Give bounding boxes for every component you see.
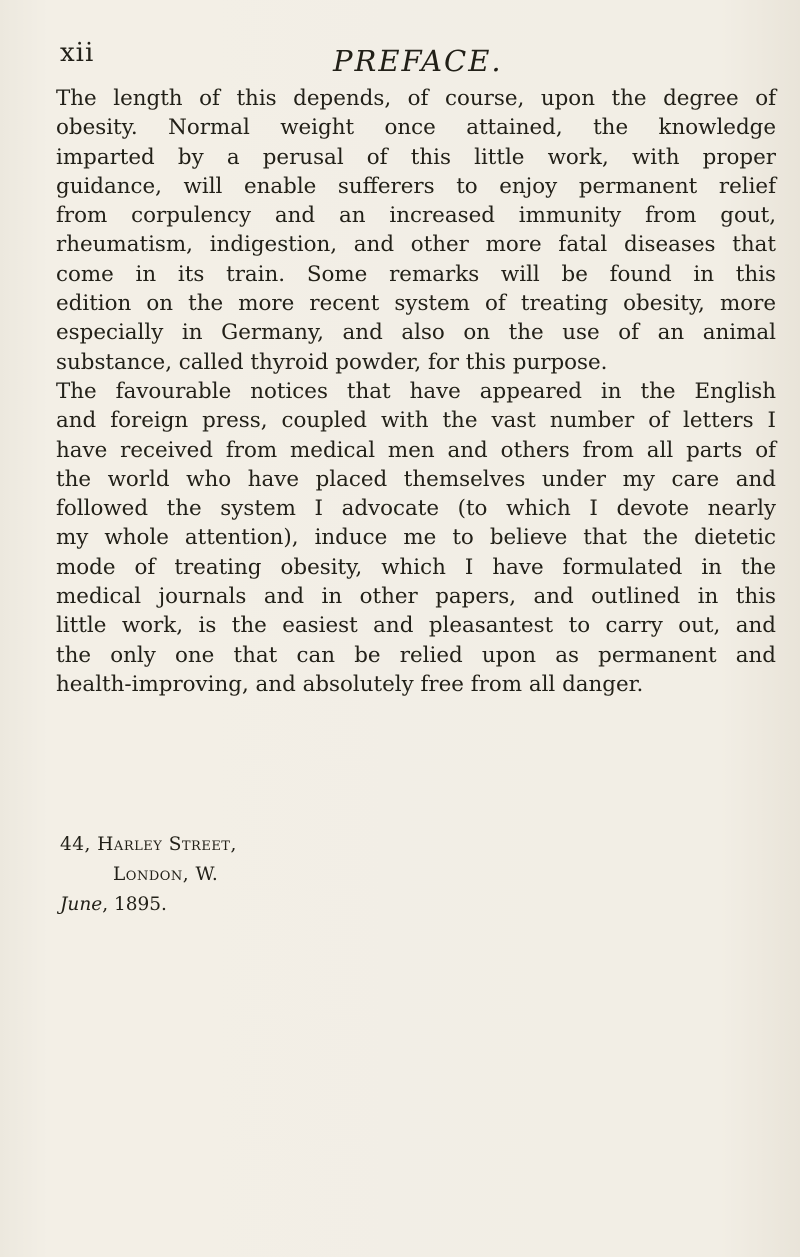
preface-body xyxy=(56,84,776,699)
signature-block xyxy=(60,830,460,920)
signature-date-year: , 1895. xyxy=(102,894,167,915)
text-line: followed the system I advocate (to which I devote nearly xyxy=(56,496,776,522)
signature-date xyxy=(60,890,460,920)
text-line: The length of this depends, of course, upon the degree of xyxy=(56,86,776,111)
text-line: little work, is the easiest and pleasantest to carry out, and xyxy=(56,613,776,639)
text-line: medical journals and in other papers, and outlined in this xyxy=(56,584,776,610)
signature-date-month: June xyxy=(60,894,103,915)
text-line: mode of treating obesity, which I have formulated in the xyxy=(56,554,776,580)
text-line: my whole attention), induce me to believe that the dietetic xyxy=(56,525,776,551)
signature-address-street: 44, Harley Street, xyxy=(60,834,237,855)
text-line: the only one that can be relied upon as permanent and xyxy=(56,642,776,668)
text-line: edition on the more recent system of treating obesity, more xyxy=(56,291,776,317)
text-line: rheumatism, indigestion, and other more fatal diseases that xyxy=(56,232,776,258)
running-head: PREFACE. xyxy=(333,44,503,78)
text-line: substance, called thyroid powder, for this purpose. xyxy=(56,349,608,375)
text-line: have received from medical men and others from all parts of xyxy=(56,437,776,463)
paragraph-1 xyxy=(56,84,776,377)
page-header xyxy=(0,30,800,80)
text-line: come in its train. Some remarks will be found in this xyxy=(56,261,776,287)
text-line: the world who have placed themselves under my care and xyxy=(56,466,776,492)
paragraph-2 xyxy=(56,377,776,699)
text-line: from corpulency and an increased immunity from gout, xyxy=(56,203,776,229)
page-number: xii xyxy=(60,38,95,68)
signature-address-city: London, W. xyxy=(113,864,219,885)
text-line: imparted by a perusal of this little work, with proper xyxy=(56,144,776,170)
text-line: obesity. Normal weight once attained, the knowledge xyxy=(56,115,776,141)
text-line: especially in Germany, and also on the use of an animal xyxy=(56,320,776,346)
text-line: and foreign press, coupled with the vast number of letters I xyxy=(56,408,776,434)
text-line: guidance, will enable sufferers to enjoy permanent relief xyxy=(56,173,776,199)
text-line: health-improving, and absolutely free from all danger. xyxy=(56,671,644,697)
text-line: The favourable notices that have appeared in the English xyxy=(56,378,776,404)
